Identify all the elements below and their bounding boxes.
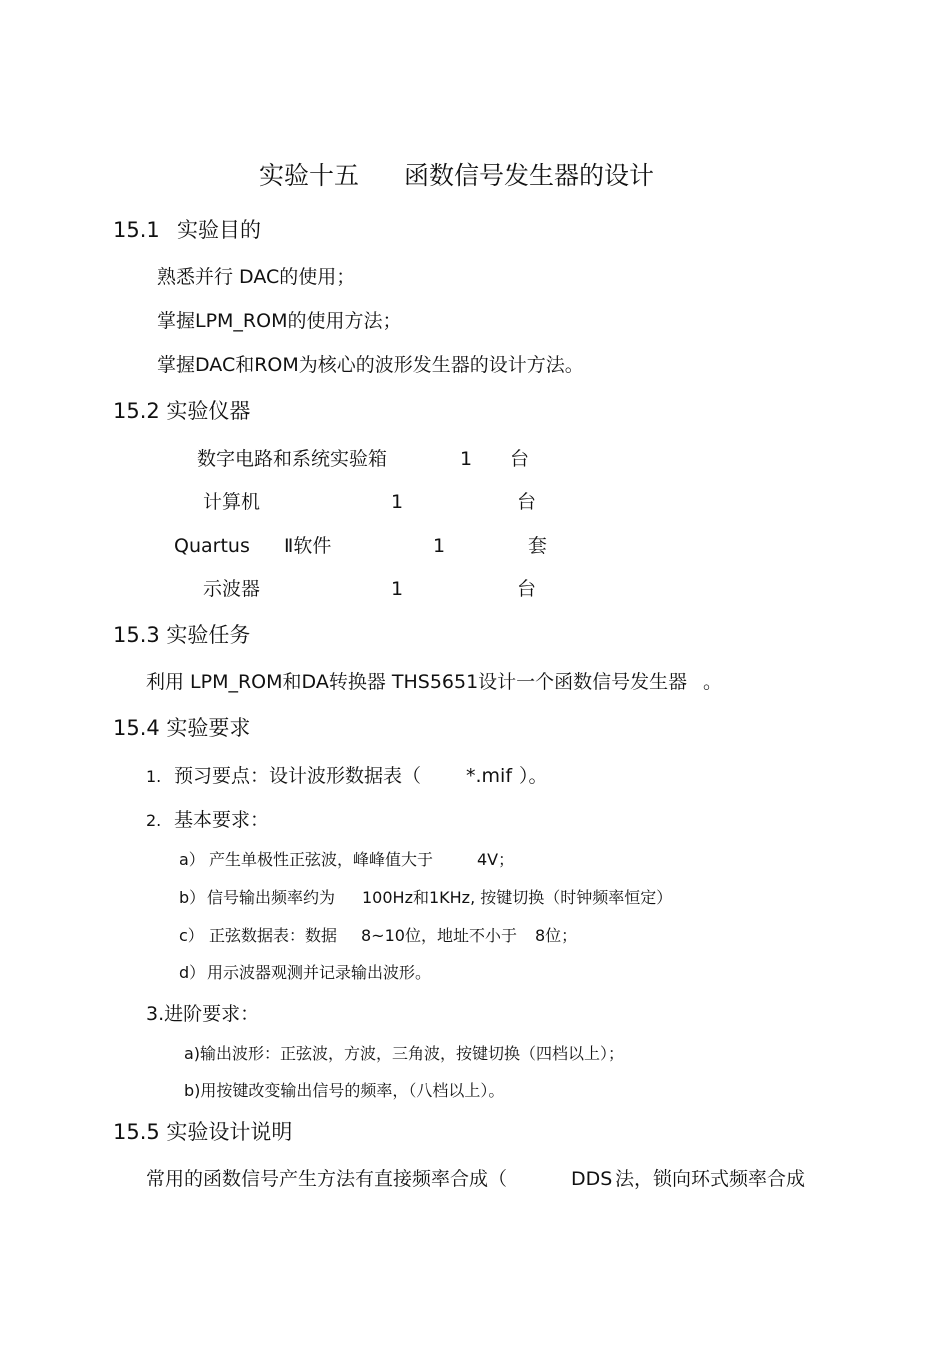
design-text-end: 法，锁向环式频率合成 (615, 1168, 806, 1190)
requirement-2-text: 基本要求： (174, 809, 270, 831)
instrument-unit-1: 台 (510, 448, 530, 470)
basic-req-c-value: 8~10位，地址不小于 (361, 926, 517, 945)
page-title-part2: 函数信号发生器的设计 (404, 161, 655, 190)
instrument-name-3-suffix: Ⅱ软件 (284, 535, 332, 557)
basic-req-c-value2: 8位； (535, 926, 578, 945)
section-15-1-heading: 实验目的 (177, 218, 261, 242)
section-15-4-heading: 15.4 实验要求 (113, 716, 251, 740)
basic-req-b-label: b） (179, 888, 206, 907)
instrument-unit-4: 台 (517, 578, 537, 600)
instrument-unit-2: 台 (517, 491, 537, 513)
section-15-2-heading: 15.2 实验仪器 (113, 399, 251, 423)
requirement-1-text: 预习要点：设计波形数据表（ (174, 765, 422, 787)
instrument-qty-4: 1 (391, 578, 404, 600)
objective-line-2: 掌握LPM_ROM的使用方法； (157, 310, 402, 332)
basic-req-b-value: 100Hz和1KHz, 按键切换（时钟频率恒定） (362, 888, 673, 907)
instrument-qty-3: 1 (433, 535, 446, 557)
section-15-5-heading: 15.5 实验设计说明 (113, 1120, 293, 1144)
instrument-qty-1: 1 (460, 448, 473, 470)
requirement-1-number: 1. (146, 767, 162, 786)
instrument-name-2: 计算机 (203, 491, 261, 513)
objective-line-3: 掌握DAC和ROM为核心的波形发生器的设计方法。 (157, 354, 584, 376)
basic-req-d-text: 用示波器观测并记录输出波形。 (207, 963, 432, 982)
requirement-3-text: 3.进阶要求： (146, 1003, 260, 1025)
requirement-1-end: ）。 (519, 765, 548, 787)
basic-req-c-label: c） (179, 926, 204, 945)
basic-req-b-text: 信号输出频率约为 (207, 888, 336, 907)
design-text-start: 常用的函数信号产生方法有直接频率合成（ (146, 1168, 508, 1190)
instrument-name-4: 示波器 (203, 578, 261, 600)
advanced-req-a: a)输出波形：正弦波，方波，三角波，按键切换（四档以上）； (184, 1044, 625, 1063)
instrument-name-1: 数字电路和系统实验箱 (197, 448, 388, 470)
basic-req-c-text: 正弦数据表：数据 (209, 926, 338, 945)
task-text: 利用 LPM_ROM和DA转换器 THS5651设计一个函数信号发生器 (146, 671, 688, 693)
basic-req-a-label: a） (179, 850, 205, 869)
advanced-req-b: b)用按键改变输出信号的频率，（八档以上）。 (184, 1081, 505, 1100)
objective-line-1: 熟悉并行 DAC的使用； (157, 266, 356, 288)
requirement-2-number: 2. (146, 811, 162, 830)
section-15-1-number: 15.1 (113, 218, 160, 242)
instrument-unit-3: 套 (528, 535, 548, 557)
instrument-name-3: Quartus (174, 535, 250, 557)
basic-req-a-text: 产生单极性正弦波，峰峰值大于 (209, 850, 434, 869)
section-15-3-heading: 15.3 实验任务 (113, 623, 251, 647)
basic-req-d-label: d） (179, 963, 206, 982)
requirement-1-file: *.mif (466, 765, 513, 787)
basic-req-a-value: 4V； (477, 850, 515, 869)
task-text-end: 。 (703, 671, 723, 693)
instrument-qty-2: 1 (391, 491, 404, 513)
design-text-abbr: DDS (571, 1168, 613, 1190)
page-title-part1: 实验十五 (259, 161, 360, 190)
